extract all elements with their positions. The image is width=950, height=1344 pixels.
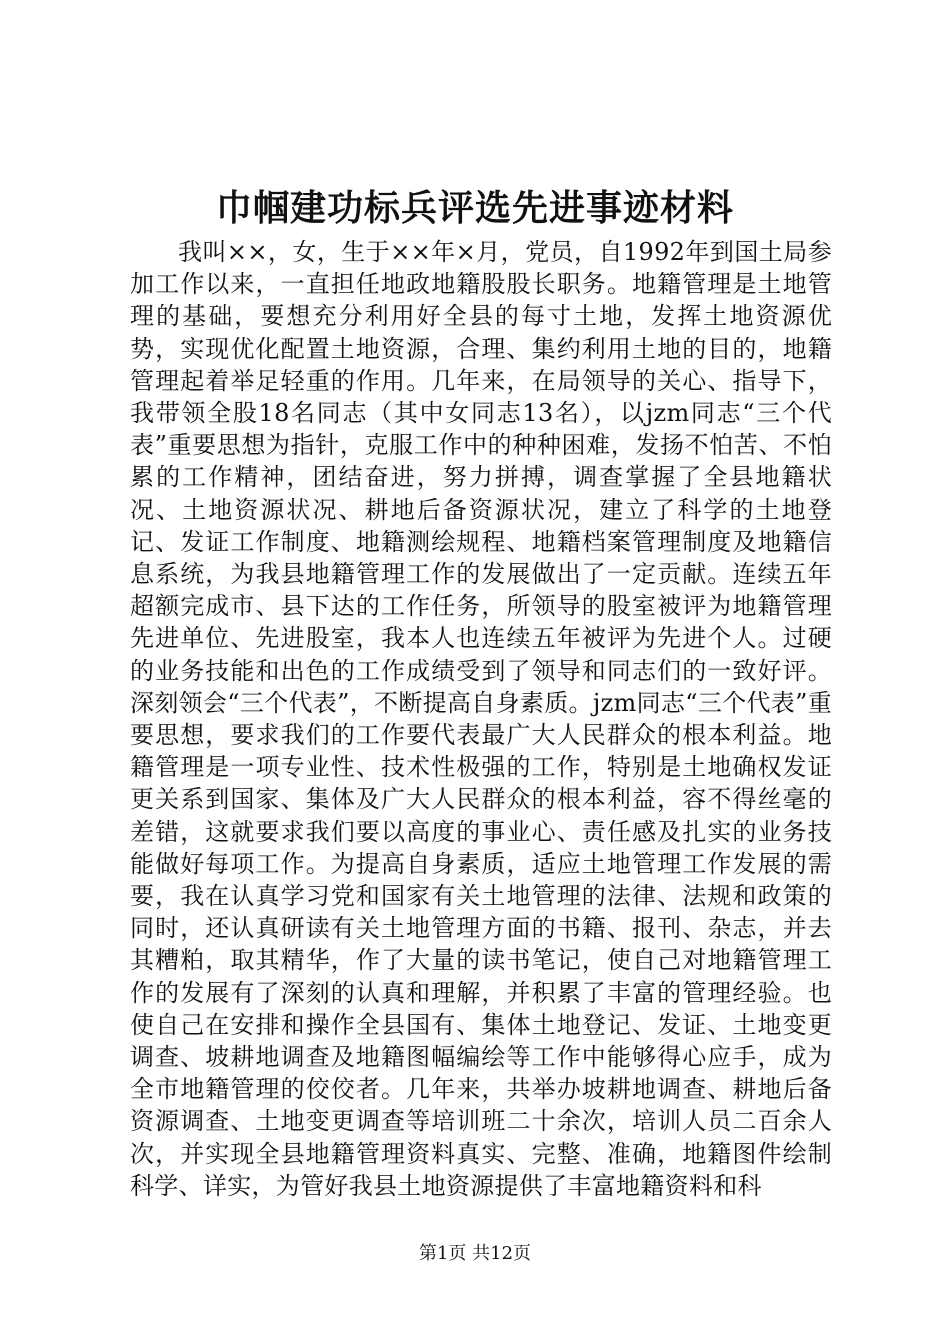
page-number-footer: 第1页 共12页 (418, 1243, 532, 1264)
document-title: 巾帼建功标兵评选先进事迹材料 (215, 187, 734, 229)
body-paragraph: 我叫××，女，生于××年×月，党员，自1992年到国土局参加工作以来，一直担任地政地籍股股长职务。地籍管理是土地管理的基础，要想充分利用好全县的每寸土地，发挥土地资源优势，实现优化配置土地资源，合理、集约利用土地的目的，地籍管理起着举足轻重的作用。几年来，在局领导的关心、指导下，我带领全股18名同志（其中女同志13名），以jzm同志“三个代表”重要思想为指针，克服工作中的种种困难，发扬不怕苦、不怕累的工作精神，团结奋进，努力拼搏，调查掌握了全县地籍状况、土地资源状况、耕地后备资源状况，建立了科学的土地登记、发证工作制度、地籍测绘规程、地籍档案管理制度及地籍信息系统，为我县地籍管理工作的发展做出了一定贡献。连续五年超额完成市、县下达的工作任务，所领导的股室被评为地籍管理先进单位、先进股室，我本人也连续五年被评为先进个人。过硬的业务技能和出色的工作成绩受到了领导和同志们的一致好评。深刻领会“三个代表”，不断提高自身素质。jzm同志“三个代表”重要思想，要求我们的工作要代表最广大人民群众的根本利益。地籍管理是一项专业性、技术性极强的工作，特别是土地确权发证更关系到国家、集体及广大人民群众的根本利益，容不得丝毫的差错，这就要求我们要以高度的事业心、责任感及扎实的业务技能做好每项工作。为提高自身素质，适应土地管理工作发展的需要，我在认真学习党和国家有关土地管理的法律、法规和政策的同时，还认真研读有关土地管理方面的书籍、报刊、杂志，并去其糟粕，取其精华，作了大量的读书笔记，使自己对地籍管理工作的发展有了深刻的认真和理解，并积累了丰富的管理经验。也使自己在安排和操作全县国有、集体土地登记、发证、土地变更调查、坡耕地调查及地籍图幅编绘等工作中能够得心应手，成为全市地籍管理的佼佼者。几年来，共举办坡耕地调查、耕地后备资源调查、土地变更调查等培训班二十余次，培训人员二百余人次，并实现全县地籍管理资料真实、完整、准确，地籍图件绘制科学、详实，为管好我县土地资源提供了丰富地籍资料和科 (130, 238, 832, 1200)
